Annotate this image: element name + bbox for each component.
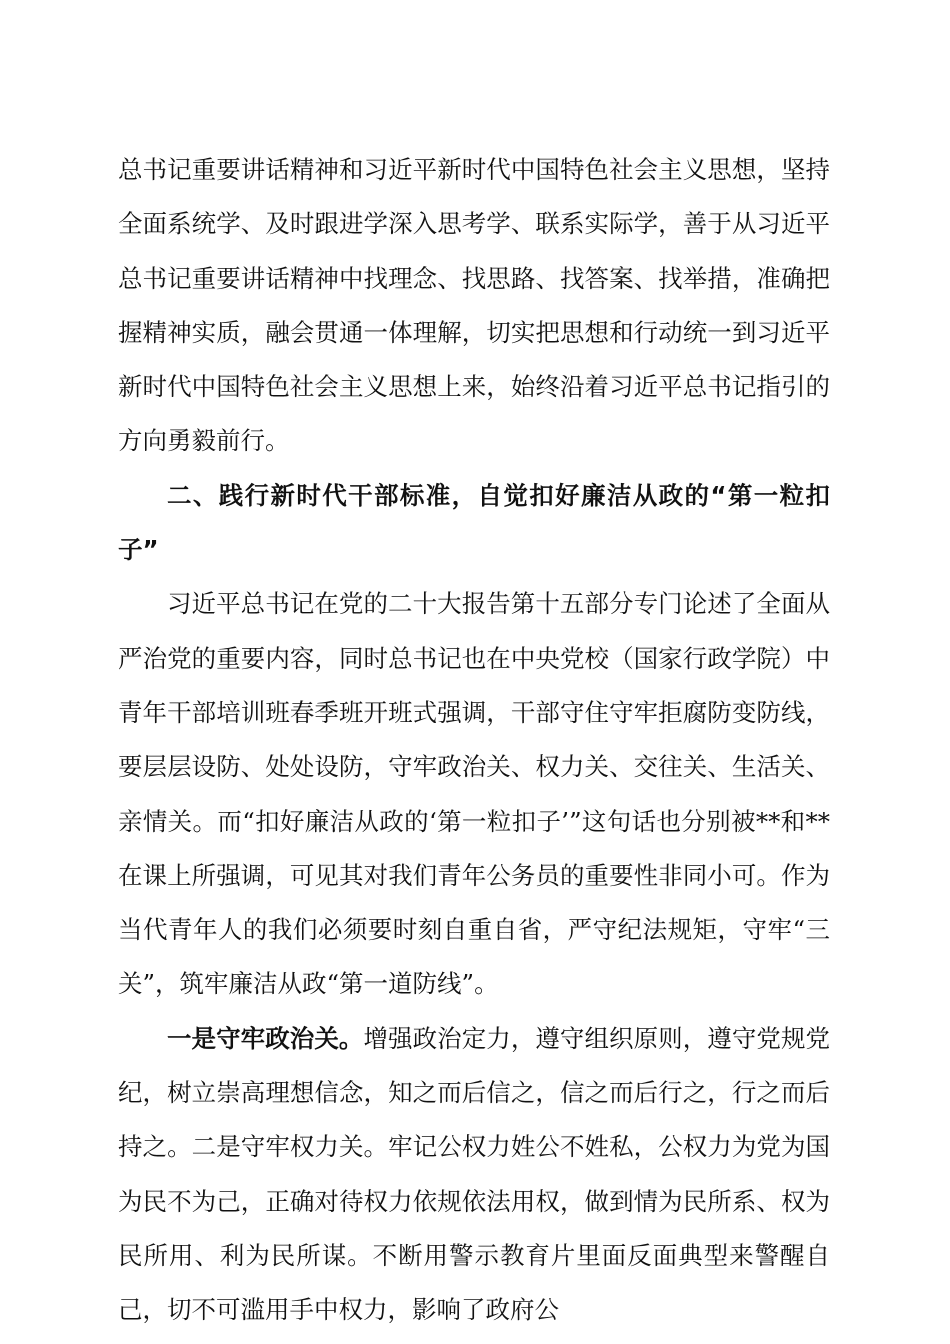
paragraph-body: 习近平总书记在党的二十大报告第十五部分专门论述了全面从严治党的重要内容，同时总书记也在中央党校（国家行政学院）中青年干部培训班春季班开班式强调，干部守住守牢拒腐防变防线，要层层设防、处处设防，守牢政治关、权力关、交往关、生活关、亲情关。而“扣好廉洁从政的‘第一粒扣子’”这句话也分别被**和**在课上所强调，可见其对我们青年公务员的重要性非同小可。作为当代青年人的我们必须要时刻自重自省，严守纪法规矩，守牢“三关”，筑牢廉洁从政“第一道防线”。 (118, 589, 830, 999)
paragraph-political-pass (118, 1012, 830, 1338)
paragraph-continuation: 总书记重要讲话精神和习近平新时代中国特色社会主义思想，坚持全面系统学、及时跟进学深入思考学、联系实际学，善于从习近平总书记重要讲话精神中找理念、找思路、找答案、找举措，准确把握精神实质，融会贯通一体理解，切实把思想和行动统一到习近平新时代中国特色社会主义思想上来，始终沿着习近平总书记指引的方向勇毅前行。 (118, 155, 830, 456)
document-body (118, 143, 830, 1338)
paragraph-lead: 一是守牢政治关。 (167, 1023, 364, 1053)
section-heading: 二、践行新时代干部标准，自觉扣好廉洁从政的“第一粒扣子” (118, 480, 830, 565)
paragraph-text: 增强政治定力，遵守组织原则，遵守党规党纪，树立崇高理想信念，知之而后信之，信之而后行之，行之而后持之。二是守牢权力关。牢记公权力姓公不姓私，公权力为党为国为民不为己，正确对待权力依规依法用权，做到情为民所系、权为民所用、利为民所谋。不断用警示教育片里面反面典型来警醒自己，切不可滥用手中权力，影响了政府公 (118, 1023, 831, 1325)
